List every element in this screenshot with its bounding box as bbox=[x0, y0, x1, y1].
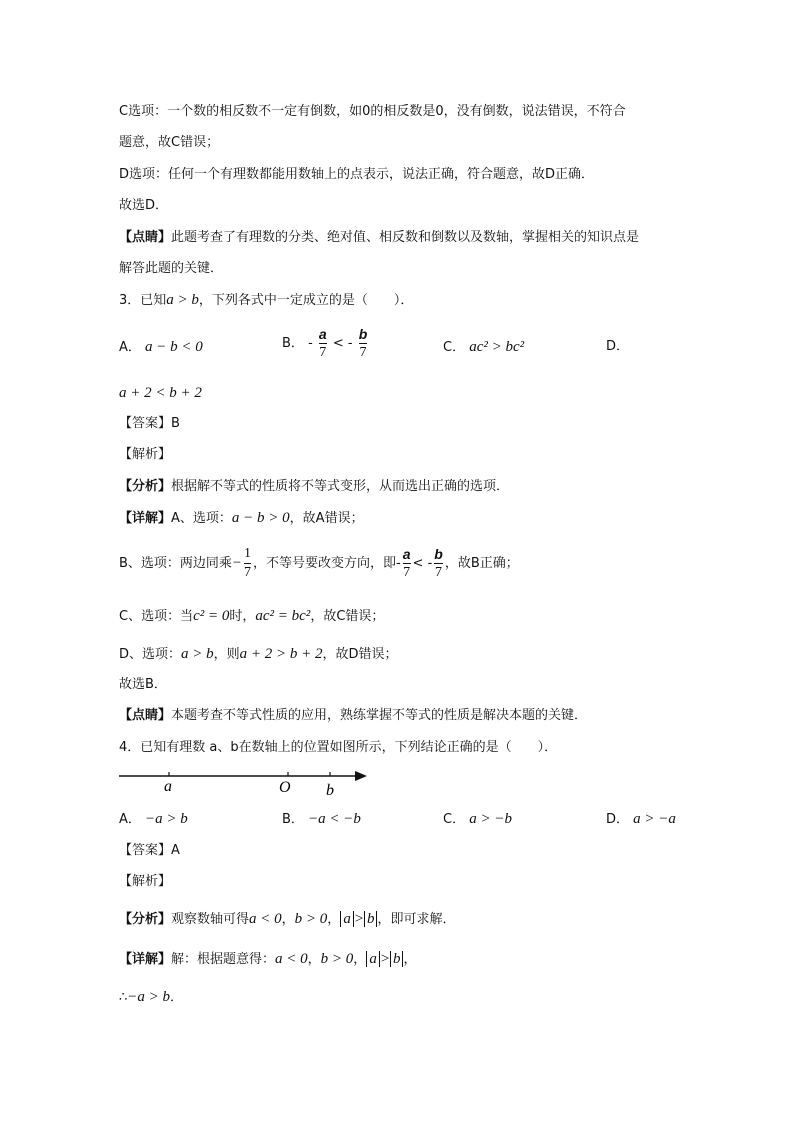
fraction-bar bbox=[244, 563, 251, 564]
q4-option-d-expr: a > −a bbox=[633, 811, 676, 827]
fenxi-prefix: 观察数轴可得 bbox=[171, 912, 250, 927]
fenxi-expr-2: b > 0 bbox=[294, 911, 328, 927]
q3-option-b-fraction-2 bbox=[359, 326, 368, 361]
q4-therefore bbox=[119, 988, 183, 1007]
tip-text: 本题考查不等式性质的应用，熟练掌握不等式的性质是解决本题的关键． bbox=[171, 708, 588, 723]
xj-c-prefix: C、选项：当 bbox=[119, 609, 194, 624]
comma: ， bbox=[307, 952, 321, 967]
q3-option-b-minus: - bbox=[308, 336, 313, 351]
xj-b-lt: < - bbox=[412, 556, 433, 571]
q3-option-c-expr: ac² > bc² bbox=[469, 339, 525, 355]
therefore-symbol: ∴ bbox=[119, 990, 128, 1005]
q3-option-a bbox=[119, 338, 203, 357]
q4-option-d bbox=[606, 810, 676, 829]
axis-label-origin: O bbox=[279, 779, 291, 796]
q3-analysis: 【解析】 bbox=[119, 447, 172, 462]
xiangjie-label: 【详解】 bbox=[119, 952, 172, 967]
xj-b-prefix: B、选项：两边同乘 bbox=[119, 556, 232, 571]
q3-option-c-label: C． bbox=[443, 340, 466, 355]
xj-b-fraction-one-seventh bbox=[244, 546, 251, 581]
q3-xiangjie-b bbox=[119, 544, 519, 583]
number-line-figure bbox=[115, 765, 375, 801]
q4-analysis: 【解析】 bbox=[119, 874, 172, 889]
fraction-denominator: 7 bbox=[403, 565, 411, 580]
xj-b-sign: − bbox=[231, 555, 243, 571]
therefore-expr: −a > b bbox=[127, 989, 171, 1005]
q4-option-d-label: D． bbox=[606, 812, 630, 827]
q3-stem-condition: a > b bbox=[166, 292, 199, 308]
fraction-numerator: a bbox=[318, 326, 327, 342]
q3-xiangjie-a bbox=[119, 509, 364, 528]
q3-xiangjie-c bbox=[119, 607, 384, 626]
q4-option-b-expr: −a < −b bbox=[308, 811, 361, 827]
comma: ， bbox=[327, 912, 341, 927]
fenxi-label: 【分析】 bbox=[119, 912, 172, 927]
xj-d-prefix: D、选项： bbox=[119, 647, 182, 662]
fraction-numerator: 1 bbox=[244, 546, 252, 561]
q4-option-c bbox=[443, 810, 512, 829]
fraction-numerator: b bbox=[358, 326, 368, 342]
c-option-line-2: 题意，故C错误； bbox=[119, 135, 220, 150]
q4-option-b bbox=[282, 810, 361, 829]
q3-stem-prefix: 3．已知 bbox=[119, 293, 167, 308]
q4-option-a bbox=[119, 810, 188, 829]
fenxi-expr-1: a < 0 bbox=[249, 911, 282, 927]
fenxi-gt: > bbox=[353, 911, 364, 927]
q4-fenxi bbox=[119, 910, 455, 929]
q4-option-a-label: A． bbox=[119, 812, 141, 827]
xj-a-expr: a − b > 0 bbox=[231, 510, 290, 526]
xj-end: ， bbox=[403, 952, 417, 967]
fenxi-text: 根据解不等式的性质将不等式变形，从而选出正确的选项． bbox=[171, 479, 510, 494]
q4-option-c-expr: a > −b bbox=[469, 811, 512, 827]
q3-fenxi bbox=[119, 478, 509, 496]
q3-stem bbox=[119, 291, 413, 310]
fraction-bar bbox=[319, 343, 327, 344]
fenxi-label: 【分析】 bbox=[119, 479, 172, 494]
q3-option-b-fraction-1 bbox=[319, 326, 327, 361]
tip-line-2: 解答此题的关键． bbox=[119, 261, 224, 276]
fraction-denominator: 7 bbox=[319, 345, 327, 360]
q3-option-d-label: D． bbox=[606, 339, 630, 354]
fenxi-suffix: ，即可求解． bbox=[377, 912, 456, 927]
axis-label-a: a bbox=[164, 778, 172, 795]
xiangjie-label: 【详解】 bbox=[119, 511, 172, 526]
axis-label-b: b bbox=[326, 782, 334, 799]
xj-expr-2: b > 0 bbox=[320, 951, 354, 967]
fraction-numerator: a bbox=[402, 546, 411, 562]
fraction-bar bbox=[403, 563, 411, 564]
fenxi-abs-a: a bbox=[340, 911, 354, 927]
xj-b-suffix: ，故B正确； bbox=[444, 556, 519, 571]
xj-a-prefix: A、选项： bbox=[171, 511, 232, 526]
q3-option-d-expr: a + 2 < b + 2 bbox=[119, 385, 202, 401]
xj-d-cond: a > b bbox=[181, 646, 214, 662]
q3-option-c bbox=[443, 338, 524, 357]
fenxi-abs-b: b bbox=[364, 911, 378, 927]
xj-b-fraction-a bbox=[403, 546, 411, 581]
q4-option-c-label: C． bbox=[443, 812, 466, 827]
q3-tip bbox=[119, 707, 587, 725]
xj-abs-a: a bbox=[366, 951, 380, 967]
xj-b-fraction-b bbox=[434, 546, 443, 581]
tip-label: 【点睛】 bbox=[119, 708, 172, 723]
q3-option-b bbox=[282, 326, 369, 361]
fraction-denominator: 7 bbox=[359, 345, 367, 360]
therefore-end: ． bbox=[170, 990, 184, 1005]
d-option-line: D选项：任何一个有理数都能用数轴上的点表示，说法正确，符合题意，故D正确． bbox=[119, 167, 595, 182]
xj-d-suffix: ，故D错误； bbox=[322, 647, 398, 662]
q4-xiangjie bbox=[119, 950, 416, 969]
number-line-arrow bbox=[355, 771, 367, 781]
xj-c-cond: c² = 0 bbox=[193, 608, 230, 624]
xj-abs-b: b bbox=[390, 951, 404, 967]
xj-gt: > bbox=[379, 951, 390, 967]
q3-stem-suffix: ，下列各式中一定成立的是（ ）． bbox=[198, 293, 414, 308]
q3-option-a-label: A． bbox=[119, 340, 141, 355]
q3-option-b-lt: < - bbox=[332, 336, 353, 351]
fraction-denominator: 7 bbox=[435, 565, 443, 580]
q3-choose: 故选B． bbox=[119, 677, 167, 692]
tip-text: 此题考查了有理数的分类、绝对值、相反数和倒数以及数轴，掌握相关的知识点是 bbox=[171, 230, 640, 245]
xj-d-mid: ，则 bbox=[213, 647, 240, 662]
choose-d-line: 故选D． bbox=[119, 198, 169, 213]
q3-answer: 【答案】B bbox=[119, 416, 180, 431]
xj-c-mid: 时， bbox=[229, 609, 256, 624]
q4-option-b-label: B． bbox=[282, 812, 304, 827]
xj-c-suffix: ，故C错误； bbox=[310, 609, 385, 624]
fraction-bar bbox=[434, 563, 443, 564]
c-option-line-1: C选项：一个数的相反数不一定有倒数，如0的相反数是0，没有倒数，说法错误，不符合 bbox=[119, 104, 626, 119]
q3-option-a-expr: a − b < 0 bbox=[145, 339, 203, 355]
xj-a-suffix: ，故A错误； bbox=[289, 511, 364, 526]
q4-answer: 【答案】A bbox=[119, 843, 180, 858]
fraction-bar bbox=[359, 343, 368, 344]
xj-expr-1: a < 0 bbox=[275, 951, 308, 967]
q4-option-a-expr: −a > b bbox=[145, 811, 188, 827]
xj-prefix: 解：根据题意得： bbox=[171, 952, 276, 967]
tip-line-1 bbox=[119, 229, 639, 247]
q3-xiangjie-d bbox=[119, 645, 398, 664]
tip-label: 【点睛】 bbox=[119, 230, 172, 245]
xj-c-expr: ac² = bc² bbox=[255, 608, 311, 624]
comma: ， bbox=[281, 912, 295, 927]
fraction-denominator: 7 bbox=[244, 565, 252, 580]
q4-stem: 4．已知有理数 a、b在数轴上的位置如图所示，下列结论正确的是（ ）． bbox=[119, 740, 558, 755]
fraction-numerator: b bbox=[434, 546, 443, 562]
q3-option-b-label: B． bbox=[282, 336, 304, 351]
xj-b-mid: ，不等号要改变方向，即- bbox=[253, 556, 401, 571]
xj-d-expr: a + 2 > b + 2 bbox=[239, 646, 323, 662]
comma: ， bbox=[353, 952, 367, 967]
